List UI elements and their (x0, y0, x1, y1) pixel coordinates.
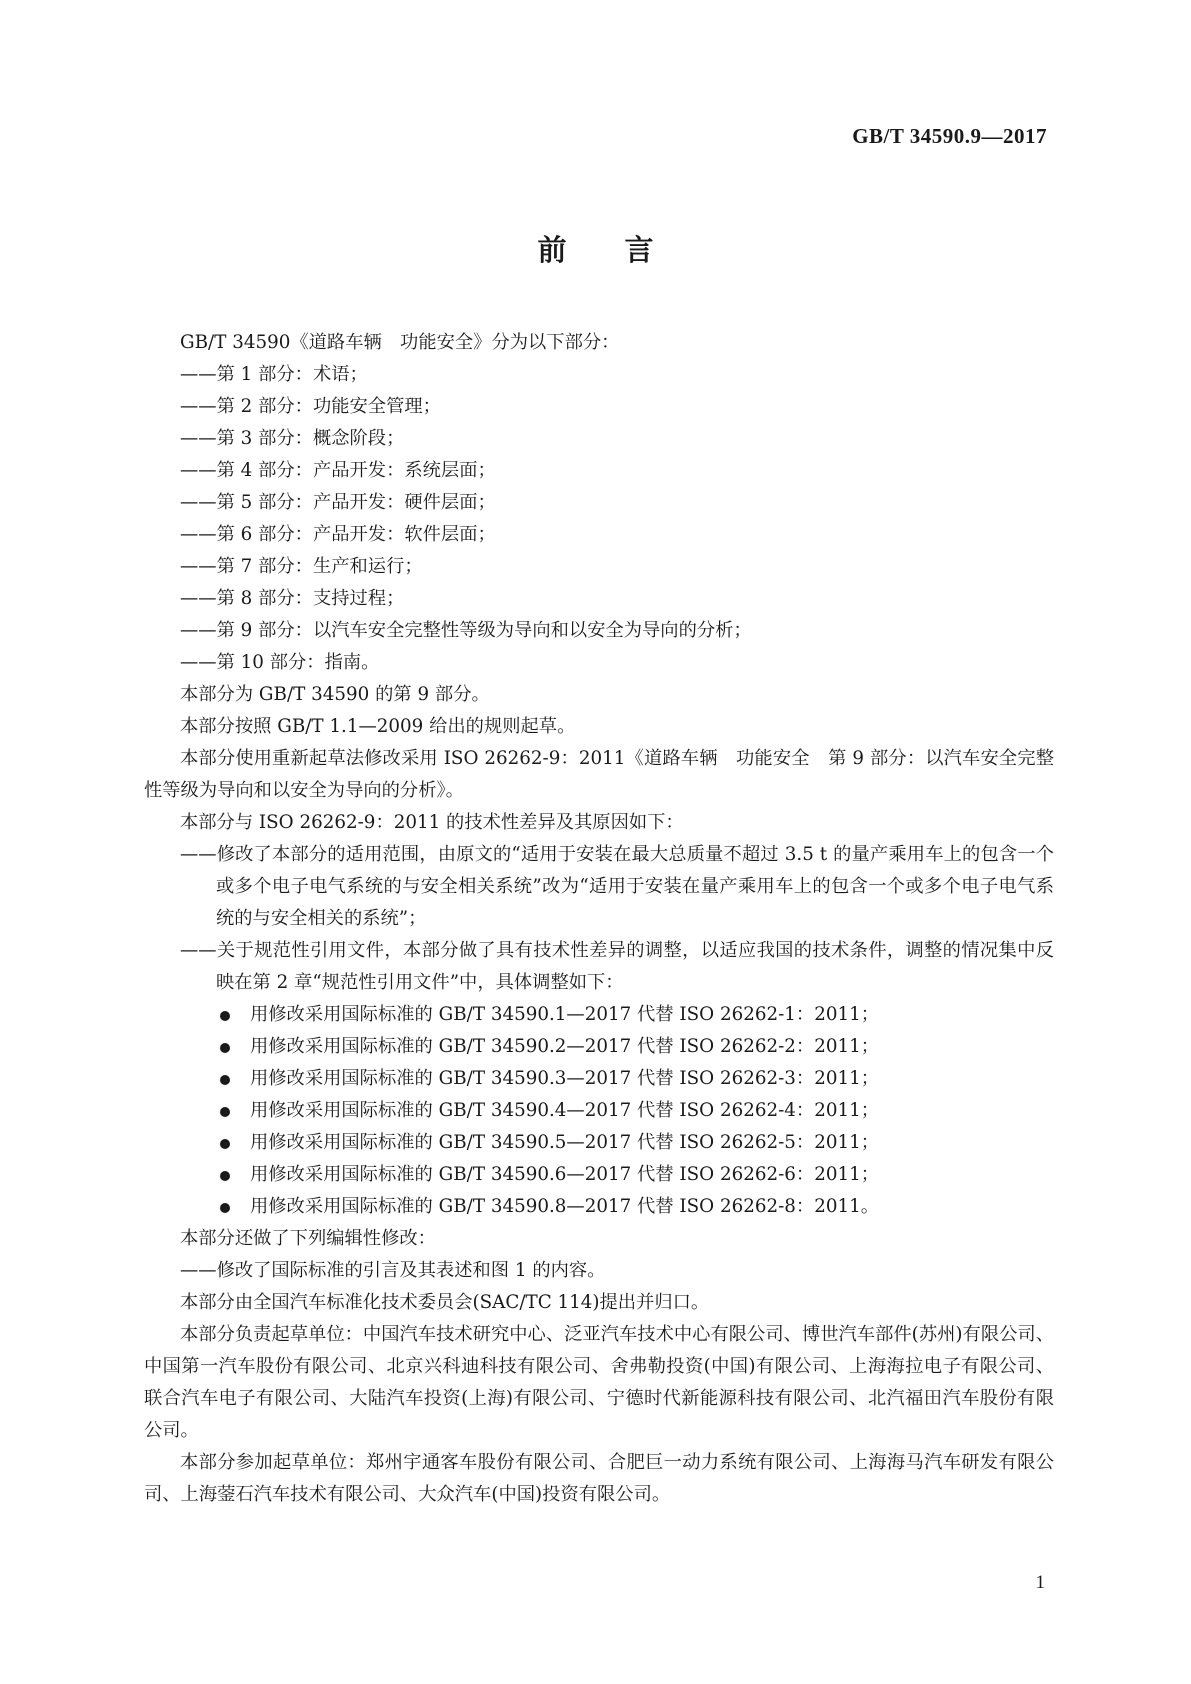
intro-paragraph: GB/T 34590《道路车辆 功能安全》分为以下部分： (180, 332, 620, 353)
part-list-item: ——第 7 部分：生产和运行； (180, 556, 423, 577)
replacement-text: 用修改采用国际标准的 GB/T 34590.6—2017 代替 ISO 26262-6：2011； (250, 1164, 880, 1185)
page-number: 1 (1035, 1572, 1045, 1593)
part-list-item: ——第 2 部分：功能安全管理； (180, 396, 441, 417)
difference-item: ——修改了本部分的适用范围，由原文的“适用于安装在最大总质量不超过 3.5 t 的量产乘用车上的包含一个或多个电子电气系统的与安全相关系统”改为“适用于安装在量产乘用车上的包含一个或多个电子电气系统的与安全相关的系统”； (180, 844, 1054, 929)
adoption-statement: 本部分使用重新起草法修改采用 ISO 26262-9：2011《道路车辆 功能安全 第 9 部分：以汽车安全完整性等级为导向和以安全为导向的分析》。 (144, 748, 1054, 801)
bullet-icon (220, 1107, 230, 1117)
replacement-item (144, 1159, 1054, 1191)
bullet-icon (220, 1043, 230, 1053)
standard-number: GB/T 34590.9—2017 (852, 124, 1047, 148)
part-list-item: ——第 4 部分：产品开发：系统层面； (180, 460, 496, 481)
replacement-text: 用修改采用国际标准的 GB/T 34590.5—2017 代替 ISO 26262-5：2011； (250, 1132, 880, 1153)
foreword-body (144, 327, 1054, 1511)
replacement-item (144, 1095, 1054, 1127)
part-list-item: ——第 6 部分：产品开发：软件层面； (180, 524, 496, 545)
part-list-item: ——第 1 部分：术语； (180, 364, 368, 385)
drafting-rules-statement: 本部分按照 GB/T 1.1—2009 给出的规则起草。 (180, 716, 576, 737)
replacement-item (144, 1127, 1054, 1159)
bullet-icon (220, 1139, 230, 1149)
part-of-statement: 本部分为 GB/T 34590 的第 9 部分。 (180, 684, 490, 705)
editorial-item: ——修改了国际标准的引言及其表述和图 1 的内容。 (180, 1260, 606, 1281)
page-title: 前言 (537, 233, 712, 267)
editorial-intro: 本部分还做了下列编辑性修改： (180, 1228, 436, 1249)
differences-intro: 本部分与 ISO 26262-9：2011 的技术性差异及其原因如下： (180, 812, 684, 833)
replacement-text: 用修改采用国际标准的 GB/T 34590.2—2017 代替 ISO 26262-2：2011； (250, 1036, 880, 1057)
replacement-item (144, 1191, 1054, 1223)
bullet-icon (220, 1203, 230, 1213)
replacement-item (144, 1031, 1054, 1063)
replacement-text: 用修改采用国际标准的 GB/T 34590.1—2017 代替 ISO 26262-1：2011； (250, 1004, 880, 1025)
proposal-statement: 本部分由全国汽车标准化技术委员会(SAC/TC 114)提出并归口。 (180, 1292, 710, 1313)
replacement-item (144, 999, 1054, 1031)
bullet-icon (220, 1075, 230, 1085)
part-list-item: ——第 9 部分：以汽车安全完整性等级为导向和以安全为导向的分析； (180, 620, 752, 641)
replacement-text: 用修改采用国际标准的 GB/T 34590.8—2017 代替 ISO 26262-8：2011。 (250, 1196, 880, 1217)
replacement-text: 用修改采用国际标准的 GB/T 34590.4—2017 代替 ISO 26262-4：2011； (250, 1100, 880, 1121)
part-list-item: ——第 5 部分：产品开发：硬件层面； (180, 492, 496, 513)
bullet-icon (220, 1171, 230, 1181)
part-list-item: ——第 8 部分：支持过程； (180, 588, 405, 609)
part-list-item: ——第 10 部分：指南。 (180, 652, 380, 673)
replacement-text: 用修改采用国际标准的 GB/T 34590.3—2017 代替 ISO 26262-3：2011； (250, 1068, 880, 1089)
drafting-units: 本部分负责起草单位：中国汽车技术研究中心、泛亚汽车技术中心有限公司、博世汽车部件(苏州)有限公司、中国第一汽车股份有限公司、北京兴科迪科技有限公司、舍弗勒投资(中国)有限公司、上海海拉电子有限公司、联合汽车电子有限公司、大陆汽车投资(上海)有限公司、宁德时代新能源科技有限公司、北汽福田汽车股份有限公司。 (144, 1324, 1054, 1441)
difference-item: ——关于规范性引用文件，本部分做了具有技术性差异的调整，以适应我国的技术条件，调整的情况集中反映在第 2 章“规范性引用文件”中，具体调整如下： (180, 940, 1054, 993)
part-list-item: ——第 3 部分：概念阶段； (180, 428, 405, 449)
bullet-icon (220, 1011, 230, 1021)
replacement-item (144, 1063, 1054, 1095)
participating-units: 本部分参加起草单位：郑州宇通客车股份有限公司、合肥巨一动力系统有限公司、上海海马汽车研发有限公司、上海蓥石汽车技术有限公司、大众汽车(中国)投资有限公司。 (144, 1452, 1054, 1505)
